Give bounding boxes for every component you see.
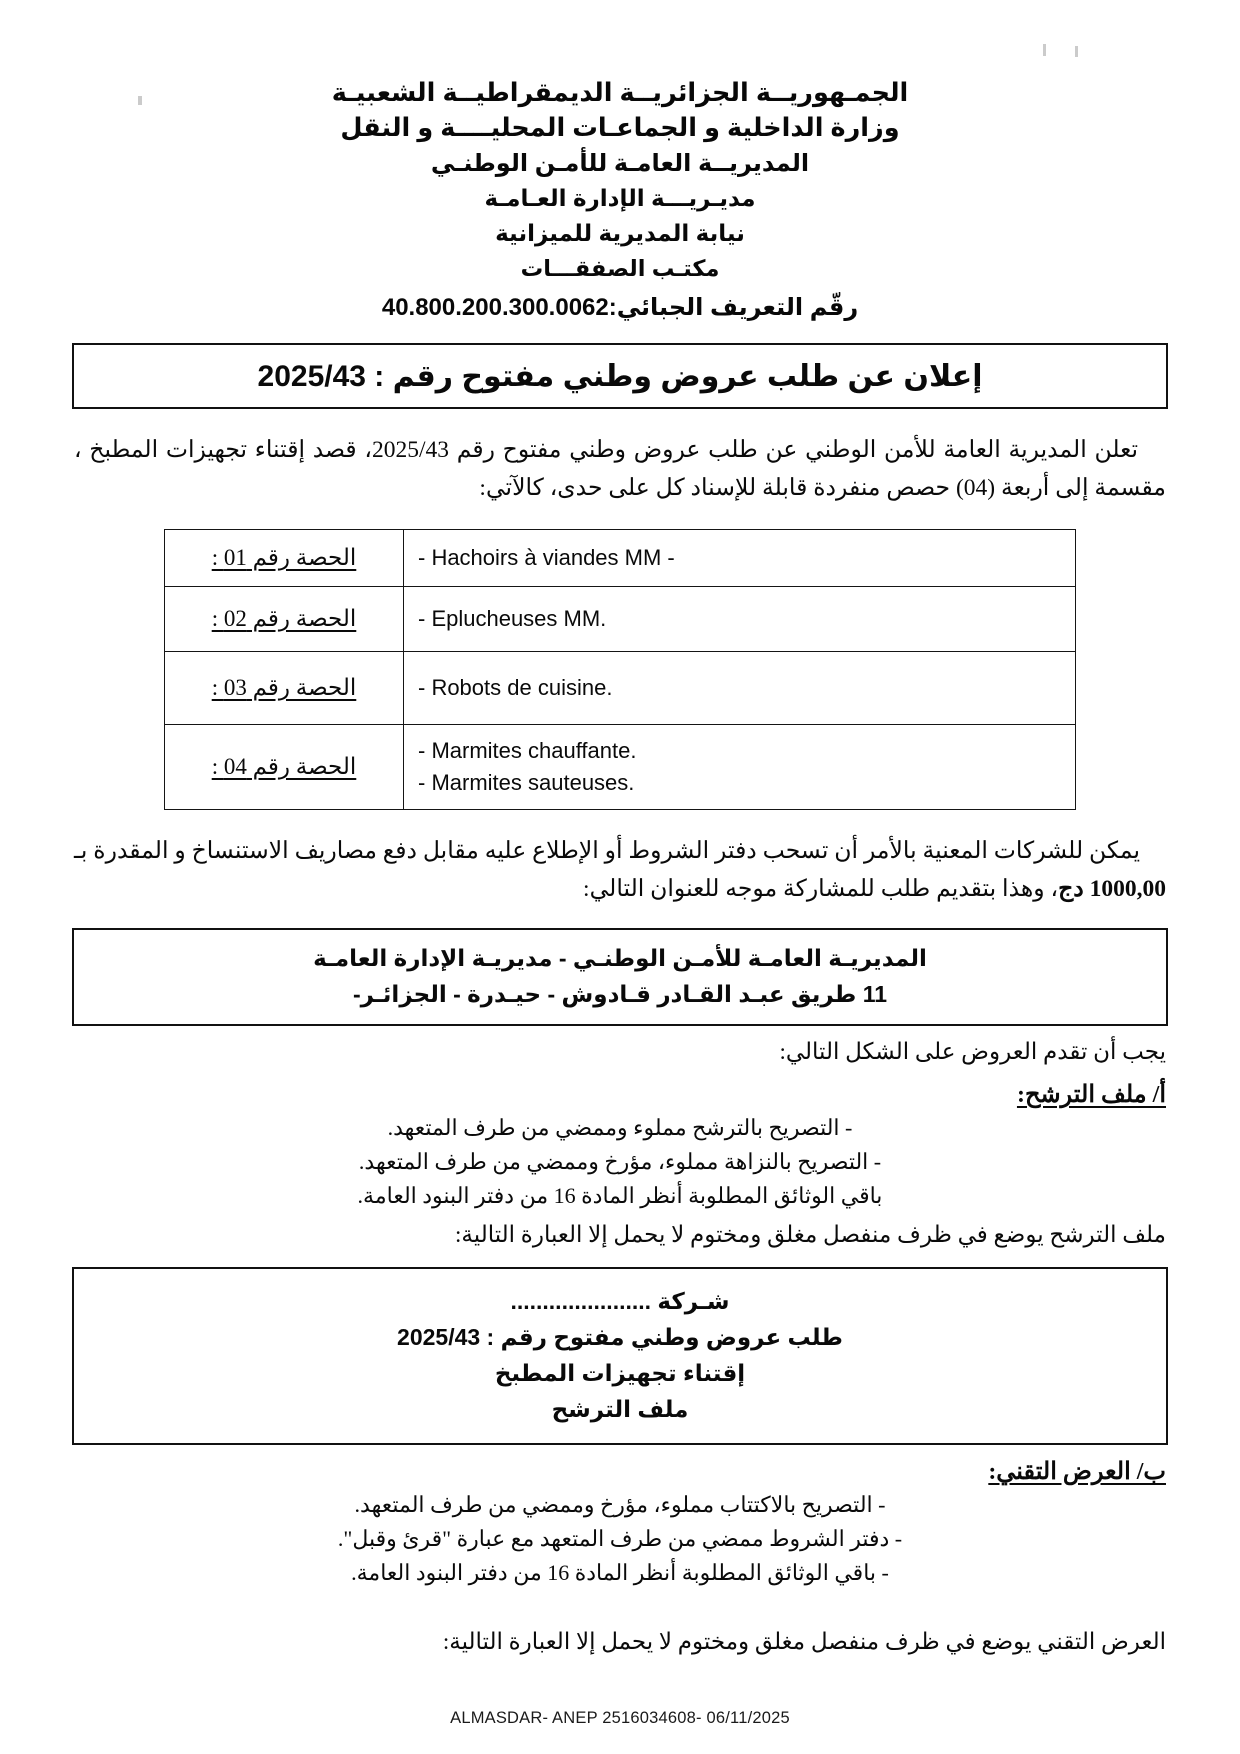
table-row [165, 652, 1076, 725]
header-line-directorate: المديريــة العامـة للأمـن الوطنـي [430, 150, 810, 177]
fees-text-before: يمكن للشركات المعنية بالأمر أن تسحب دفتر الشروط أو الإطلاع عليه مقابل دفع مصاريف الاستنساخ و المقدرة بـ [74, 838, 1140, 864]
lot-item: - Marmites sauteuses. [418, 770, 635, 795]
address-box [72, 928, 1168, 1026]
lot-item: - Robots de cuisine. [418, 675, 613, 700]
table-row [165, 530, 1076, 587]
header-line-administration: مديـريـــة الإدارة العـامـة [484, 185, 756, 211]
header-line-tax-id: رقّم التعريف الجبائي:40.800.200.300.0062 [381, 294, 859, 321]
table-row [165, 587, 1076, 652]
section-a-heading [74, 1080, 1166, 1109]
section-a-closing-note: ملف الترشح يوضع في ظرف منفصل مغلق ومختوم لا يحمل إلا العبارة التالية: [455, 1222, 1166, 1247]
list-item: - التصريح بالاكتتاب مملوء، مؤرخ وممضي من طرف المتعهد. [354, 1492, 886, 1517]
lot-items-cell [404, 530, 1076, 587]
scan-speck [138, 96, 142, 105]
section-a-heading-text: أ/ ملف الترشح: [1016, 1082, 1166, 1108]
document-footer: ALMASDAR- ANEP 2516034608- 06/11/2025 [450, 1709, 790, 1727]
table-row [165, 725, 1076, 810]
lots-table [164, 529, 1076, 810]
envelope-a-subject: إقتناء تجهيزات المطبخ [494, 1360, 746, 1386]
section-a-bullets [74, 1111, 1166, 1213]
submission-note: يجب أن تقدم العروض على الشكل التالي: [779, 1039, 1166, 1064]
section-b-heading-text: ب/ العرض التقني: [988, 1459, 1166, 1485]
envelope-a-company: شـركة ...................... [510, 1288, 730, 1314]
header-line-ministry: وزارة الداخلية و الجماعـات المحليــــة و النقل [340, 114, 900, 142]
lot-items-cell [404, 587, 1076, 652]
section-b-closing-note: العرض التقني يوضع في ظرف منفصل مغلق ومختوم لا يحمل إلا العبارة التالية: [442, 1629, 1166, 1654]
lot-label: الحصة رقم 01 : [211, 545, 357, 570]
lot-label-cell [165, 725, 404, 810]
lot-items-cell [404, 725, 1076, 810]
header-line-budget: نيابة المديرية للميزانية [495, 220, 745, 246]
document-header [0, 76, 1240, 325]
scan-speck [1043, 44, 1046, 56]
lot-items-cell [404, 652, 1076, 725]
lot-label-cell [165, 652, 404, 725]
section-b-bullets [74, 1488, 1166, 1590]
lot-item: - Marmites chauffante. [418, 738, 637, 763]
fees-text-after: ، وهذا بتقديم طلب للمشاركة موجه للعنوان التالي: [583, 876, 1059, 902]
lot-label: الحصة رقم 04 : [211, 754, 357, 779]
page-title: إعلان عن طلب عروض وطني مفتوح رقم : 2025/43 [257, 359, 983, 393]
list-item: - باقي الوثائق المطلوبة أنظر المادة 16 من دفتر البنود العامة. [351, 1560, 889, 1585]
lot-item: - Hachoirs à viandes MM - [418, 545, 675, 570]
list-item: - دفتر الشروط ممضي من طرف المتعهد مع عبارة "قرئ وقبل". [337, 1526, 903, 1551]
lot-label: الحصة رقم 02 : [211, 606, 357, 631]
lot-label: الحصة رقم 03 : [211, 675, 357, 700]
envelope-a-file-type: ملف الترشح [551, 1396, 689, 1422]
announcement-title-box [72, 343, 1168, 409]
section-b-heading [74, 1457, 1166, 1486]
list-item: - التصريح بالترشح مملوء وممضي من طرف المتعهد. [387, 1115, 853, 1140]
envelope-a-tender-number: طلب عروض وطني مفتوح رقم : 2025/43 [397, 1324, 843, 1350]
header-line-republic: الجمـهوريــة الجزائريــة الديمقراطيــة الشعبيـة [331, 79, 909, 107]
envelope-a-box [72, 1267, 1168, 1445]
scan-speck [1075, 46, 1078, 57]
address-line-street: 11 طريق عبـد القـادر قـادوش - حيـدرة - الجزائـر- [352, 981, 888, 1007]
fees-amount: 1000,00 دج [1058, 876, 1166, 902]
fees-paragraph [74, 832, 1166, 908]
address-line-organisation: المديريـة العامـة للأمـن الوطنـي - مديريـة الإدارة العامـة [313, 945, 927, 971]
lot-label-cell [165, 530, 404, 587]
lot-label-cell [165, 587, 404, 652]
header-line-contracts-office: مكتـب الصفقـــات [520, 256, 720, 281]
list-item: باقي الوثائق المطلوبة أنظر المادة 16 من دفتر البنود العامة. [357, 1183, 883, 1208]
intro-paragraph: تعلن المديرية العامة للأمن الوطني عن طلب عروض وطني مفتوح رقم 2025/43، قصد إقتناء تجهيزات المطبخ ، مقسمة إلى أربعة (04) حصص منفردة قابلة للإسناد كل على حدى، كالآتي: [74, 437, 1166, 501]
lot-item: - Eplucheuses MM. [418, 606, 607, 631]
list-item: - التصريح بالنزاهة مملوء، مؤرخ وممضي من طرف المتعهد. [358, 1149, 882, 1174]
